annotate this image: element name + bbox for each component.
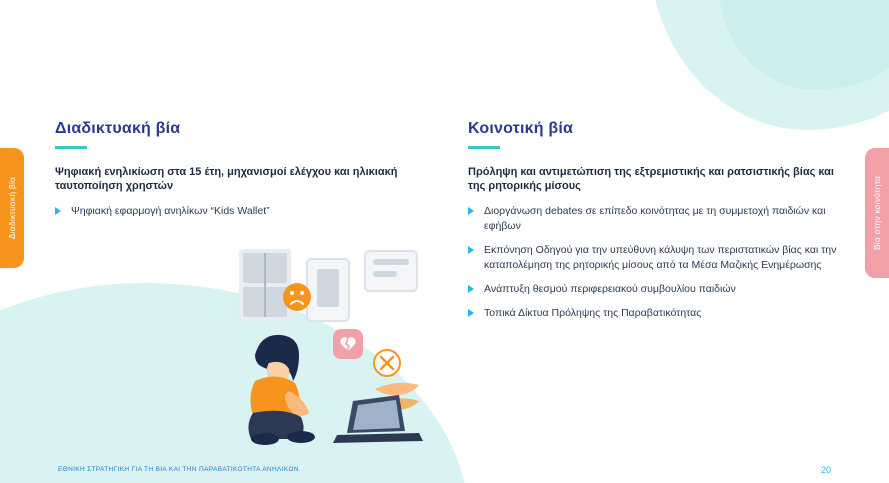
x-close-icon	[374, 350, 400, 376]
left-column-lead: Ψηφιακή ενηλικίωση στα 15 έτη, μηχανισμοί ελέγχου και ηλικιακή ταυτοποίηση χρηστών	[55, 165, 398, 193]
side-tab-right-label: Βία στην κοινότητα	[872, 175, 883, 251]
footer-text: ΕΘΝΙΚΗ ΣΤΡΑΤΗΓΙΚΗ ΓΙΑ ΤΗ ΒΙΑ ΚΑΙ ΤΗΝ ΠΑΡΑΒΑΤΙΚΟΤΗΤΑ ΑΝΗΛΙΚΩΝ	[58, 466, 299, 473]
list-item-label: Ψηφιακή εφαρμογή ανηλίκων “Kids Wallet”	[71, 205, 270, 218]
list-item-label: Διοργάνωση debates σε επίπεδο κοινότητας με τη συμμετοχή παιδιών και εφήβων	[484, 205, 826, 233]
left-title-underline	[55, 146, 87, 149]
list-item-label: Εκπόνηση Οδηγού για την υπεύθυνη κάλυψη των περιστατικών βίας και την καταπολέμηση της ρητορικής μίσους από τα Μέσα Μαζικής Ενημέρωσης	[484, 244, 837, 271]
triangle-bullet-icon	[468, 309, 474, 317]
left-column	[55, 120, 455, 228]
side-tab-internet-violence[interactable]	[0, 148, 24, 268]
phone-screen-icon	[365, 251, 417, 291]
tablet-screen-icon	[307, 259, 349, 321]
sad-child-with-laptop-and-devices-illustration	[225, 245, 450, 450]
sad-face-icon	[283, 283, 311, 311]
right-column-lead: Πρόληψη και αντιμετώπιση της εξτρεμιστικής και ρατσιστικής βίας και της ρητορικής μίσους	[468, 165, 834, 193]
side-tab-left-label: Διαδικτυακή βία	[7, 176, 17, 240]
list-item-label: Τοπικά Δίκτυα Πρόληψης της Παραβατικότητας	[484, 306, 702, 319]
list-item	[468, 306, 843, 321]
list-item	[468, 243, 843, 273]
right-column	[468, 120, 843, 330]
page-number: 20	[820, 465, 831, 475]
list-item-label: Ανάπτυξη θεσμού περιφερειακού συμβουλίου παιδιών	[484, 282, 736, 295]
list-item	[468, 282, 843, 297]
right-title-underline	[468, 146, 500, 149]
left-column-title: Διαδικτυακή βία	[55, 120, 181, 137]
right-column-bullet-list	[468, 204, 843, 320]
triangle-bullet-icon	[468, 246, 474, 254]
side-tab-community-violence[interactable]	[865, 148, 889, 278]
left-column-bullet-list	[55, 204, 455, 219]
right-column-title: Κοινοτική βία	[468, 120, 574, 137]
window-frame-icon	[239, 249, 291, 321]
list-item	[55, 204, 455, 219]
seated-child-illustration	[248, 335, 315, 445]
triangle-bullet-icon	[468, 207, 474, 215]
list-item	[468, 204, 843, 234]
broken-heart-icon	[333, 329, 363, 359]
triangle-bullet-icon	[468, 285, 474, 293]
triangle-bullet-icon	[55, 207, 61, 215]
